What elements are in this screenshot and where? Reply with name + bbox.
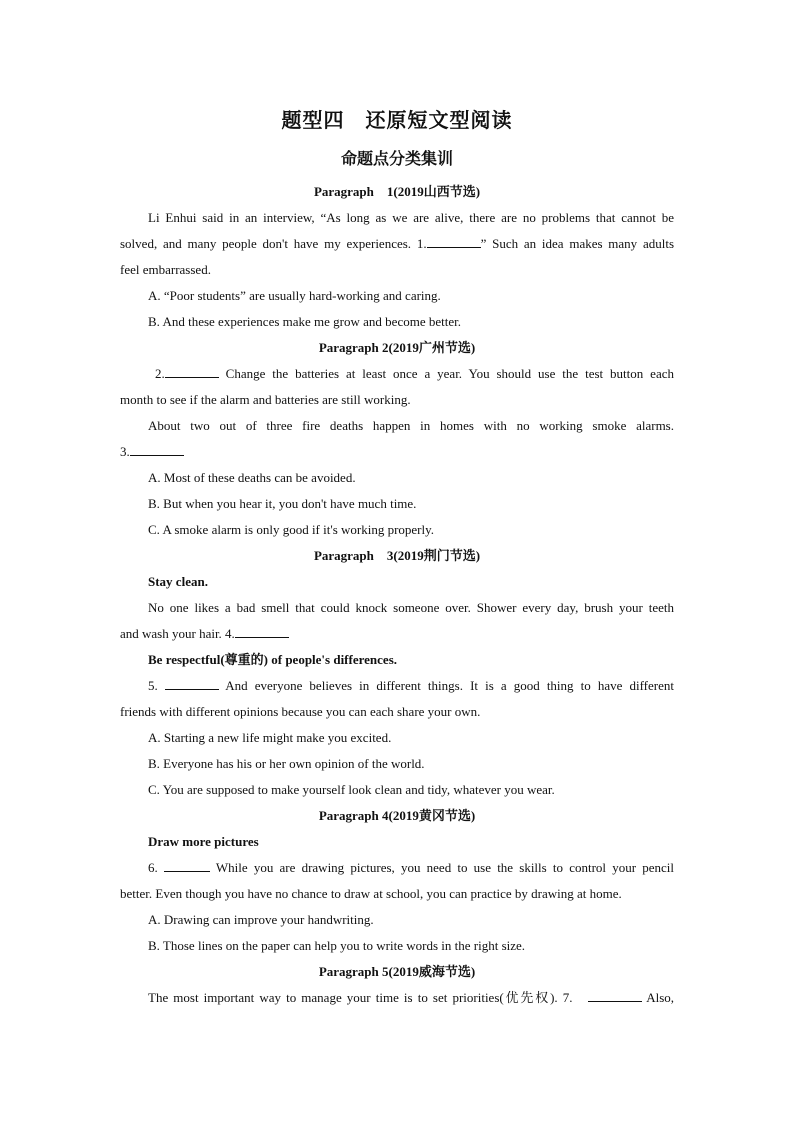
option-3a: A. Starting a new life might make you excited. bbox=[148, 730, 392, 745]
paragraph-1-line-2: solved, and many people don't have my experiences. 1. ” Such an idea makes many adults bbox=[120, 236, 675, 251]
paragraph-1-line-3: feel embarrassed. bbox=[120, 262, 211, 277]
option-2c: C. A smoke alarm is only good if it's working properly. bbox=[148, 522, 435, 537]
paragraph-2-line-4: 3. bbox=[120, 443, 674, 461]
answer-blank-6[interactable] bbox=[164, 859, 210, 872]
paragraph-3-line-3: 5. And everyone believes in different things. It is a good thing to have different bbox=[148, 678, 674, 693]
page-subtitle: 命题点分类集训 bbox=[340, 149, 453, 168]
paragraph-4-line-2: better. Even though you have no chance to draw at school, you can practice by drawing at home. bbox=[120, 886, 622, 901]
paragraph-1-line-1: Li Enhui said in an interview, “As long as we are alive, there are no problems that cannot be bbox=[148, 210, 674, 225]
option-2a: A. Most of these deaths can be avoided. bbox=[148, 470, 356, 485]
paragraph-2-heading: Paragraph 2(2019广州节选) bbox=[318, 340, 476, 355]
option-2b: B. But when you hear it, you don't have much time. bbox=[148, 496, 417, 511]
paragraph-3-subheading-1: Stay clean. bbox=[148, 574, 208, 589]
answer-blank-4[interactable] bbox=[235, 625, 289, 638]
paragraph-2-line-3: About two out of three fire deaths happen in homes with no working smoke alarms. bbox=[148, 418, 674, 433]
option-3b: B. Everyone has his or her own opinion of the world. bbox=[148, 756, 425, 771]
option-1a: A. “Poor students” are usually hard-working and caring. bbox=[148, 288, 441, 303]
answer-blank-3[interactable] bbox=[130, 443, 184, 456]
option-4b: B. Those lines on the paper can help you to write words in the right size. bbox=[148, 938, 526, 953]
paragraph-3-line-1: No one likes a bad smell that could knock someone over. Shower every day, brush your teeth bbox=[148, 600, 674, 615]
paragraph-4-heading: Paragraph 4(2019黄冈节选) bbox=[318, 808, 476, 823]
paragraph-2-line-1: 2. Change the batteries at least once a year. You should use the test button each bbox=[155, 366, 674, 381]
answer-blank-7[interactable] bbox=[588, 989, 642, 1002]
paragraph-3-heading: Paragraph 3(2019荆门节选) bbox=[313, 548, 481, 563]
page-title: 题型四 还原短文型阅读 bbox=[281, 108, 513, 132]
paragraph-4-subheading: Draw more pictures bbox=[148, 834, 259, 849]
answer-blank-1[interactable] bbox=[427, 235, 481, 248]
paragraph-5-line-1: The most important way to manage your time is to set priorities(优先权). 7. Also, bbox=[148, 990, 675, 1005]
paragraph-3-line-4: friends with different opinions because you can each share your own. bbox=[120, 704, 481, 719]
option-3c: C. You are supposed to make yourself look clean and tidy, whatever you wear. bbox=[148, 782, 555, 797]
paragraph-5-heading: Paragraph 5(2019威海节选) bbox=[318, 964, 476, 979]
option-4a: A. Drawing can improve your handwriting. bbox=[148, 912, 374, 927]
option-1b: B. And these experiences make me grow and become better. bbox=[148, 314, 461, 329]
answer-blank-2[interactable] bbox=[165, 365, 219, 378]
paragraph-3-subheading-2: Be respectful(尊重的) of people's differences. bbox=[148, 652, 397, 667]
answer-blank-5[interactable] bbox=[165, 677, 219, 690]
paragraph-4-line-1: 6. While you are drawing pictures, you need to use the skills to control your pencil bbox=[148, 860, 674, 875]
paragraph-2-line-2: month to see if the alarm and batteries are still working. bbox=[120, 392, 411, 407]
paragraph-3-line-2: and wash your hair. 4. bbox=[120, 625, 674, 643]
paragraph-1-heading: Paragraph 1(2019山西节选) bbox=[313, 184, 481, 199]
